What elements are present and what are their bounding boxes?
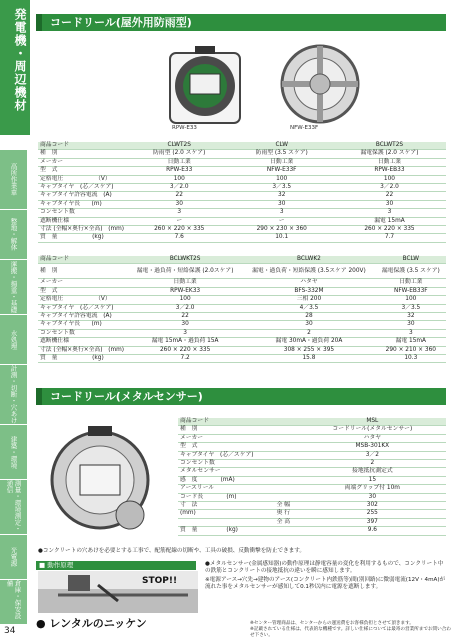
table-row (38, 296, 446, 304)
table-cell: 質 量 (kg) (38, 234, 128, 242)
table-cell: 4／3.5 (242, 304, 375, 312)
table-cell: 2 (299, 460, 446, 468)
sidebar-item-label: 計測・切断・穴あけ (9, 365, 18, 424)
table-cell: ー (230, 217, 332, 225)
table-row (178, 476, 446, 484)
table-row (38, 192, 446, 200)
table-cell: 3 (128, 329, 242, 337)
table-cell: メタルセンサー (178, 468, 268, 476)
table-cell: 漏電 30mA・過負荷 20A (242, 338, 375, 346)
sidebar-item[interactable] (0, 315, 27, 365)
table-cell: 15 (299, 476, 446, 484)
table-cell (268, 485, 299, 493)
table-cell: MSB-301KX (299, 443, 446, 451)
table-cell: コンセント数 (178, 460, 268, 468)
table-cell: 寸法 (全幅×奥行×全高) (mm) (38, 346, 128, 354)
table-row (178, 527, 446, 535)
table-row (178, 493, 446, 501)
sidebar-item-label: 建築・環境 (9, 435, 18, 469)
table-cell (268, 426, 299, 434)
table-cell: 3 (376, 329, 446, 337)
table-cell (268, 443, 299, 451)
table-cell: 30 (128, 321, 242, 329)
sidebar-item[interactable] (0, 425, 27, 480)
table-cell: 商品コード (178, 418, 268, 426)
table-cell: 100 (333, 175, 446, 183)
table-cell: 型 式 (38, 167, 128, 175)
table-cell: RPW-EK33 (128, 287, 242, 295)
sidebar-item[interactable] (0, 260, 27, 315)
table-cell: RPW-E33 (128, 167, 230, 175)
table-cell: キャブタイヤ (芯／スケア) (178, 451, 268, 459)
operation-diagram (38, 571, 198, 613)
sidebar-title: 発電機・周辺機材 (13, 8, 27, 112)
table-row (38, 200, 446, 208)
table-cell (268, 434, 299, 442)
table-cell: 寸法 (全幅×奥行×全高) (mm) (38, 226, 128, 234)
table-cell: ハタヤ (242, 279, 375, 287)
table-cell: 100 (230, 175, 332, 183)
table-cell: 260 × 220 × 335 (128, 226, 230, 234)
table-cell: BCLWKT2S (128, 256, 242, 264)
table-row (38, 304, 446, 312)
table-row (178, 426, 446, 434)
reel-photo-2 (270, 36, 370, 128)
table-cell: 漏電 15mA (376, 338, 446, 346)
table-cell: 日動工業 (333, 158, 446, 166)
table-cell: 種 別 (38, 264, 128, 279)
table-row (178, 502, 446, 510)
table-cell: 防雨型 (2.0 スケア) (128, 150, 230, 158)
table-row (178, 460, 446, 468)
table-cell: 7.7 (333, 234, 446, 242)
table-row (38, 279, 446, 287)
table-cell: 日動工業 (230, 158, 332, 166)
table-cell (268, 493, 299, 501)
table-cell: キャブタイヤ許容電流 (A) (38, 192, 128, 200)
table-cell: 100 (128, 175, 230, 183)
stop-label: STOP!! (142, 576, 178, 586)
table-cell: 型 式 (38, 287, 128, 295)
table-cell: 3／2.0 (333, 184, 446, 192)
table-cell: 30 (230, 200, 332, 208)
table-cell: 質 量 (kg) (178, 527, 268, 535)
spec-table-2 (38, 256, 446, 363)
operation-heading: ■ 動作原理 (36, 561, 196, 570)
table-cell: 質 量 (kg) (38, 355, 128, 363)
table-cell: 定格電圧 （V） (38, 175, 128, 183)
table-row (38, 142, 446, 150)
table-cell: 両端グリップ付 10m (299, 485, 446, 493)
table-cell: キャブタイヤ許容電流 (A) (38, 313, 128, 321)
table-cell: 10.1 (230, 234, 332, 242)
table-cell: コード長 (m) (178, 493, 268, 501)
table-cell: 漏電・過負荷・短絡保護 (3.5スケア 200V) (242, 264, 375, 279)
table-cell: コンセント数 (38, 209, 128, 217)
table-cell: 商品コード (38, 142, 128, 150)
table-cell: 漏電 15mA (333, 217, 446, 225)
table-cell: 防雨型 (3.5 スケア) (230, 150, 332, 158)
table-row (38, 321, 446, 329)
table-row (178, 451, 446, 459)
table-cell (268, 460, 299, 468)
table-cell: 接地抵抗測定式 (299, 468, 446, 476)
table-cell: 10.3 (376, 355, 446, 363)
table-row (38, 355, 446, 363)
sidebar-item-label: 水処理 (9, 329, 18, 350)
table-cell: 漏電 15mA・過負荷 15A (128, 338, 242, 346)
table-cell: 100 (376, 296, 446, 304)
table-cell: 日動工業 (128, 158, 230, 166)
sidebar-item-label: 運搬・揚重・基礎 (9, 261, 18, 313)
table-cell (268, 527, 299, 535)
sidebar-item-label: 高所作業車 (9, 163, 18, 196)
table-cell: 種 別 (178, 426, 268, 434)
table-cell: 種 別 (38, 150, 128, 158)
reel-photo-3 (40, 420, 160, 540)
table-cell: コードリール(メタルセンサー) (299, 426, 446, 434)
table-cell: 3／3.5 (230, 184, 332, 192)
table-row (178, 434, 446, 442)
table-cell: BCLWT2S (333, 142, 446, 150)
table-row (178, 510, 446, 518)
sidebar-item[interactable] (0, 580, 27, 625)
table-cell: 3／2.0 (128, 184, 230, 192)
table-row (178, 485, 446, 493)
table-cell: 3／2.0 (128, 304, 242, 312)
table-cell: メーカー (178, 434, 268, 442)
table-cell: NFW-E33F (230, 167, 332, 175)
table-row (38, 175, 446, 183)
spec-table-1 (38, 142, 446, 243)
table-cell: 3 (333, 209, 446, 217)
table-row (38, 167, 446, 175)
table-cell: メーカー (38, 158, 128, 166)
sidebar-item[interactable] (0, 150, 27, 210)
table-cell: 商品コード (38, 256, 128, 264)
table-cell: 30 (299, 493, 446, 501)
table-row (178, 418, 446, 426)
table-cell (268, 468, 299, 476)
table-row (38, 234, 446, 242)
table-cell: キャブタイヤ (芯／スケア) (38, 184, 128, 192)
table-cell: BFS-332M (242, 287, 375, 295)
principle-note-1: ●メタルセンサー(金属感知器)の動作原理は静電容量の変化を利用するもので、コンクリート中の鉄筋とコンクリートの接地抵抗の違いを瞬に感知します。 (205, 561, 444, 574)
spec-table-3 (178, 418, 446, 536)
table-row (38, 217, 446, 225)
table-row (38, 264, 446, 279)
sidebar-item-label: 測量・環境測定・通信 (5, 480, 22, 532)
table-cell (268, 418, 299, 426)
table-cell: 397 (299, 518, 446, 526)
sidebar-item[interactable] (0, 365, 27, 425)
table-cell: 感 度 (mA) (178, 476, 268, 484)
photo-caption-2: NFW-E33F (290, 125, 319, 131)
table-cell: 奥 行 (268, 510, 299, 518)
table-cell: 32 (230, 192, 332, 200)
table-cell: 漏電保護 (2.0 スケア) (333, 150, 446, 158)
table-cell: 100 (128, 296, 242, 304)
table-cell: 遮断機仕様 (38, 217, 128, 225)
table-cell: 型 式 (178, 443, 268, 451)
table-cell: BCLWK2 (242, 256, 375, 264)
brand-logo: ● レンタルのニッケン (36, 617, 147, 630)
sidebar-item[interactable] (0, 480, 27, 535)
sidebar-item-label: 整地・解体 (9, 218, 18, 251)
table-row (38, 338, 446, 346)
table-cell: コンセント数 (38, 329, 128, 337)
page-number: 34 (4, 626, 16, 636)
table-row (38, 329, 446, 337)
concrete-note: ●コンクリートの穴あけを必要とする工事で、配筋配線の切断や、工具の破損、反動衝撃を防止できます。 (38, 548, 306, 554)
table-cell: 3 (230, 209, 332, 217)
table-cell (268, 476, 299, 484)
footnote-1: ※センター管理商品は、センターからの運送費をお客様負担とさせて頂きます。 (250, 621, 414, 626)
table-cell: 三相 200 (242, 296, 375, 304)
table-cell: 22 (333, 192, 446, 200)
table-cell: 302 (299, 502, 446, 510)
table-cell: 290 × 230 × 360 (230, 226, 332, 234)
table-cell: 9.6 (299, 527, 446, 535)
table-cell: 3／2 (299, 451, 446, 459)
table-cell: 寸 法 (178, 502, 268, 510)
table-row (38, 150, 446, 158)
photo-caption-1: RPW-E33 (172, 125, 197, 131)
table-cell: BCLW (376, 256, 446, 264)
table-cell: キャブタイヤ長 (m) (38, 200, 128, 208)
table-cell: 308 × 255 × 395 (242, 346, 375, 354)
table-cell: 定格電圧 （V） (38, 296, 128, 304)
table-cell: ー (128, 217, 230, 225)
table-cell: 7.6 (128, 234, 230, 242)
table-cell (268, 451, 299, 459)
table-cell: 漏電・過負荷・短絡保護 (2.0スケア) (128, 264, 242, 279)
table-cell: 28 (242, 313, 375, 321)
table-cell: 漏電保護 (3.5 スケア) (376, 264, 446, 279)
section-heading-metal: コードリール(メタルセンサー) (36, 388, 446, 405)
table-row (38, 287, 446, 295)
table-cell: キャブタイヤ (芯／スケア) (38, 304, 128, 312)
table-cell: 290 × 210 × 360 (376, 346, 446, 354)
table-cell: 255 (299, 510, 446, 518)
table-row (38, 256, 446, 264)
table-row (38, 184, 446, 192)
footnote-2: ※記載されている仕様は、代表的な機種です。詳しい仕様については最寄の営業所までお問い合わせ下さい。 (250, 627, 451, 638)
sidebar-item-label: 倉庫・保安設備 (5, 580, 22, 619)
table-cell: 全 幅 (268, 502, 299, 510)
table-cell: 2 (242, 329, 375, 337)
table-cell: アースリール (178, 485, 268, 493)
table-cell: 日動工業 (128, 279, 242, 287)
table-cell: 30 (376, 321, 446, 329)
table-cell: RPW-EB33 (333, 167, 446, 175)
table-cell: 3／3.5 (376, 304, 446, 312)
table-cell: CLWT2S (128, 142, 230, 150)
table-cell: 260 × 220 × 335 (333, 226, 446, 234)
reel-photo-1 (160, 38, 250, 128)
table-cell: 7.2 (128, 355, 242, 363)
table-cell: (mm) (178, 510, 268, 518)
table-row (38, 158, 446, 166)
table-cell: 30 (128, 200, 230, 208)
table-cell: 15.8 (242, 355, 375, 363)
table-row (38, 226, 446, 234)
sidebar-item[interactable] (0, 210, 27, 260)
table-cell: CLW (230, 142, 332, 150)
table-row (38, 209, 446, 217)
principle-note-2: ※電源アース→穴先→建物のアース(コンクリート内鉄筋等)間(別回路)に微弱電流(12V・4mA)が流れた事をメタルセンサーが感知して0.1秒以内に電源を遮断します。 (205, 577, 446, 590)
sidebar-item-label: 光電源 (9, 547, 18, 567)
table-cell: 32 (376, 313, 446, 321)
table-cell: 22 (128, 313, 242, 321)
table-cell: 全 高 (268, 518, 299, 526)
table-cell: 日動工業 (376, 279, 446, 287)
table-cell: 260 × 220 × 335 (128, 346, 242, 354)
section-heading-outdoor: コードリール(屋外用防雨型) (36, 14, 446, 31)
table-row (38, 313, 446, 321)
table-cell: キャブタイヤ長 (m) (38, 321, 128, 329)
table-row (178, 443, 446, 451)
table-cell (178, 518, 268, 526)
table-cell: 3 (128, 209, 230, 217)
table-cell: ハタヤ (299, 434, 446, 442)
table-cell: 22 (128, 192, 230, 200)
table-row (38, 346, 446, 354)
table-cell: 遮断機仕様 (38, 338, 128, 346)
table-cell: MSL (299, 418, 446, 426)
table-cell: 30 (242, 321, 375, 329)
table-cell: NFW-EB33F (376, 287, 446, 295)
table-cell: 30 (333, 200, 446, 208)
table-cell: メーカー (38, 279, 128, 287)
sidebar-item[interactable] (0, 535, 27, 580)
sidebar-category (0, 0, 30, 135)
table-row (178, 518, 446, 526)
sidebar (0, 0, 30, 644)
table-row (178, 468, 446, 476)
